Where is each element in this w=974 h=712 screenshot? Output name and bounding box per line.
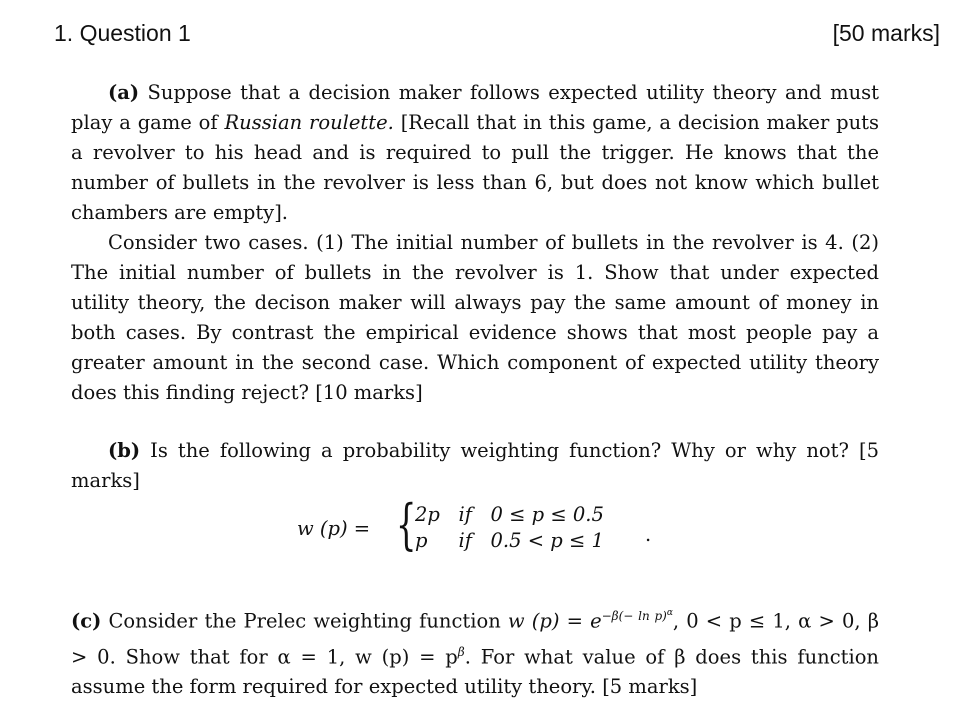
part-c-paragraph	[71, 598, 879, 702]
part-b-paragraph	[71, 436, 879, 496]
part-c-text-1: Consider the Prelec weighting function	[108, 609, 508, 633]
part-c-text-2: , 0 < p ≤ 1, α > 0, β > 0. Show that for α = 1, w (p) = p	[71, 609, 879, 668]
formula-brace: {	[395, 493, 417, 556]
question-header	[54, 20, 940, 52]
part-b	[71, 436, 879, 562]
part-a-paragraph-1	[71, 78, 879, 228]
question-body	[71, 78, 879, 702]
part-a	[71, 78, 879, 408]
prelec-exponent: −β(− ln p)	[601, 609, 667, 623]
part-a-italic-term: Russian roulette.	[224, 111, 394, 134]
part-c-label: (c)	[71, 609, 102, 633]
formula-case-1: 2p if 0 ≤ p ≤ 0.5	[415, 503, 604, 526]
prelec-formula: w (p) = e	[507, 609, 602, 633]
exponent-beta: β	[457, 644, 465, 659]
question-title: 1. Question 1	[54, 20, 191, 46]
part-c-text-3: . For what value of β does this function assume the form required for expected utility theory. [5 marks]	[71, 645, 879, 698]
question-marks: [50 marks]	[832, 20, 940, 46]
formula-lhs: w (p) =	[297, 517, 371, 540]
weighting-function-formula	[71, 493, 879, 562]
prelec-exponent-alpha: α	[666, 608, 673, 618]
part-b-label: (b)	[108, 439, 141, 462]
part-a-paragraph-2: Consider two cases. (1) The initial number of bullets in the revolver is 4. (2) The initial number of bullets in the revolver is 1. Show that under expected utility theory, the decison maker will always pay the same amount of money in both cases. By contrast the empirical evidence shows that most people pay a greater amount in the second case. Which component of expected utility theory does this finding reject? [10 marks]	[71, 231, 879, 404]
part-a-label: (a)	[108, 81, 140, 104]
part-b-text: Is the following a probability weighting function? Why or why not? [5 marks]	[71, 439, 879, 492]
formula-end: .	[645, 523, 652, 546]
part-c	[71, 598, 879, 702]
part-a-text-end: [Recall that in this game, a decision maker puts a revolver to his head and is required to pull the trigger. He knows that the number of bullets in the revolver is less than 6, but does not know which bullet chambers are empty].	[71, 111, 880, 224]
formula-case-2: p if 0.5 < p ≤ 1	[415, 529, 604, 552]
part-a-text-start: Suppose that a decision maker follows expected utility theory and must play a game of	[71, 81, 879, 134]
